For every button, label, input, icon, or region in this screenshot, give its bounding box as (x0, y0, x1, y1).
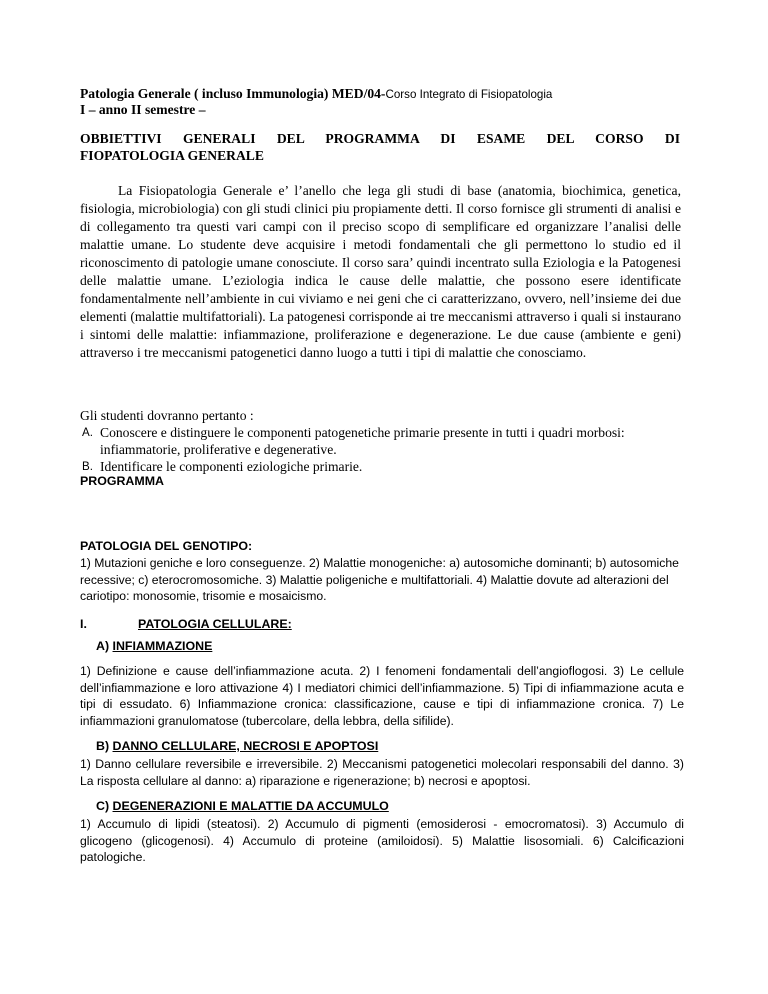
subsection-heading: INFIAMMAZIONE (112, 639, 213, 653)
subsection-heading: DANNO CELLULARE, NECROSI E APOPTOSI (112, 739, 379, 753)
objectives-intro: La Fisiopatologia Generale e’ l’anello che lega gli studi di base (anatomia, biochimica, genetica, fisiologia, microbiologia) con gli studi clinici piu propiamente detti. Il corso fornisce gli strumenti di analisi e di collegamento tra questi vari campi con il preciso scopo di semplificare ed organizzare l’analisi delle malattie umane. Lo studente deve acquisire i metodi fondamentali che gli permettono lo studio ed il riconoscimento di patologie umane conosciute. Il corso sara’ quindi incentrato sulla Eziologia e la Patogenesi delle malattie umane. L’eziologia indica le cause delle malattie, che possono esere identificate fondamentalmente nell’ambiente in cui viviamo e nei geni che ci caratterizzano, ovvero, nell’insieme dei due elementi (malattie multifattoriali). La patogenesi corrisponde ai tre meccanismi attraverso i quali si instaurano i sintomi delle malattie: infiammazione, proliferazione e degenerazione. Le due cause (ambiente e geni) attraverso i tre meccanismi patogenetici danno luogo a tutti i tipi di malattie che conosciamo. (80, 183, 681, 360)
section-title: PATOLOGIA CELLULARE: (138, 617, 292, 631)
list-item (80, 424, 680, 458)
subsection-title-danno (96, 739, 378, 753)
list-item-text: Conoscere e distinguere le componenti patogenetiche primarie presente in tutti i quadri morbosi: infiammatorie, proliferative e degenerative. (100, 425, 625, 457)
objectives-title-line1: OBBIETTIVI GENERALI DEL PROGRAMMA DI ESAME DEL CORSO DI (80, 131, 680, 146)
course-title-integrated: Corso Integrato di Fisiopatologia (385, 88, 553, 101)
subsection-text-danno: 1) Danno cellulare reversibile e irreversibile. 2) Meccanismi patogenetici molecolari responsabili del danno. 3) La risposta cellulare al danno: a) riparazione e rigenerazione; b) necrosi e apoptosi. (80, 757, 684, 788)
objectives-title (80, 130, 680, 164)
objectives-title-line2: FIOPATOLOGIA GENERALE (80, 148, 264, 163)
genotipo-text: 1) Mutazioni geniche e loro conseguenze. 2) Malattie monogeniche: a) autosomiche dominanti; b) autosomiche recessive; c) eterocromosomiche. 3) Malattie poligeniche e multifattoriali. 4) Malattie dovute ad alterazioni del cariotipo: monosomie, trisomie e mosaicismo. (80, 556, 679, 603)
course-title-main: Patologia Generale ( incluso Immunologia) MED/04- (80, 86, 386, 101)
subsection-text-infiammazione: 1) Definizione e cause dell’infiammazione acuta. 2) I fenomeni fondamentali dell’angioflogosi. 3) Le cellule dell’infiammazione e loro attivazione 4) I mediatori chimici dell’infiammazione. 5) Tipi di infiammazione acuta e tipi di essudato. 6) Infiammazione cronica: classificazione, cause e tipi di infiammazione cronica. 7) Le infiammazioni granulomatose (tubercolare, della lebbra, della sifilide). (80, 664, 684, 728)
list-item-text: Identificare le componenti eziologiche primarie. (100, 459, 363, 474)
subsection-title-infiammazione (96, 639, 212, 653)
objectives-list (80, 424, 680, 475)
list-item (80, 458, 680, 475)
genotipo-title: PATOLOGIA DEL GENOTIPO: (80, 539, 253, 553)
subsection-text-degenerazioni: 1) Accumulo di lipidi (steatosi). 2) Accumulo di pigmenti (emosiderosi - emocromatosi). 3) Accumulo di glicogeno (glicogenosi). 4) Accumulo di proteine (amiloidosi). 5) Malattie lisosomiali. 6) Calcificazioni patologiche. (80, 817, 684, 865)
subsection-title-degenerazioni (96, 799, 389, 813)
subsection-label: C) (96, 799, 110, 813)
subsection-heading: DEGENERAZIONI E MALATTIE DA ACCUMULO (112, 799, 389, 813)
section-number: I. (80, 617, 87, 631)
programma-heading: PROGRAMMA (80, 474, 164, 488)
course-year: I – anno II semestre – (80, 102, 206, 117)
list-marker: B. (82, 460, 93, 473)
objectives-lead: Gli studenti dovranno pertanto : (80, 408, 254, 423)
course-title (80, 86, 552, 102)
subsection-label: B) (96, 739, 110, 753)
list-marker: A. (82, 426, 93, 439)
subsection-label: A) (96, 639, 110, 653)
